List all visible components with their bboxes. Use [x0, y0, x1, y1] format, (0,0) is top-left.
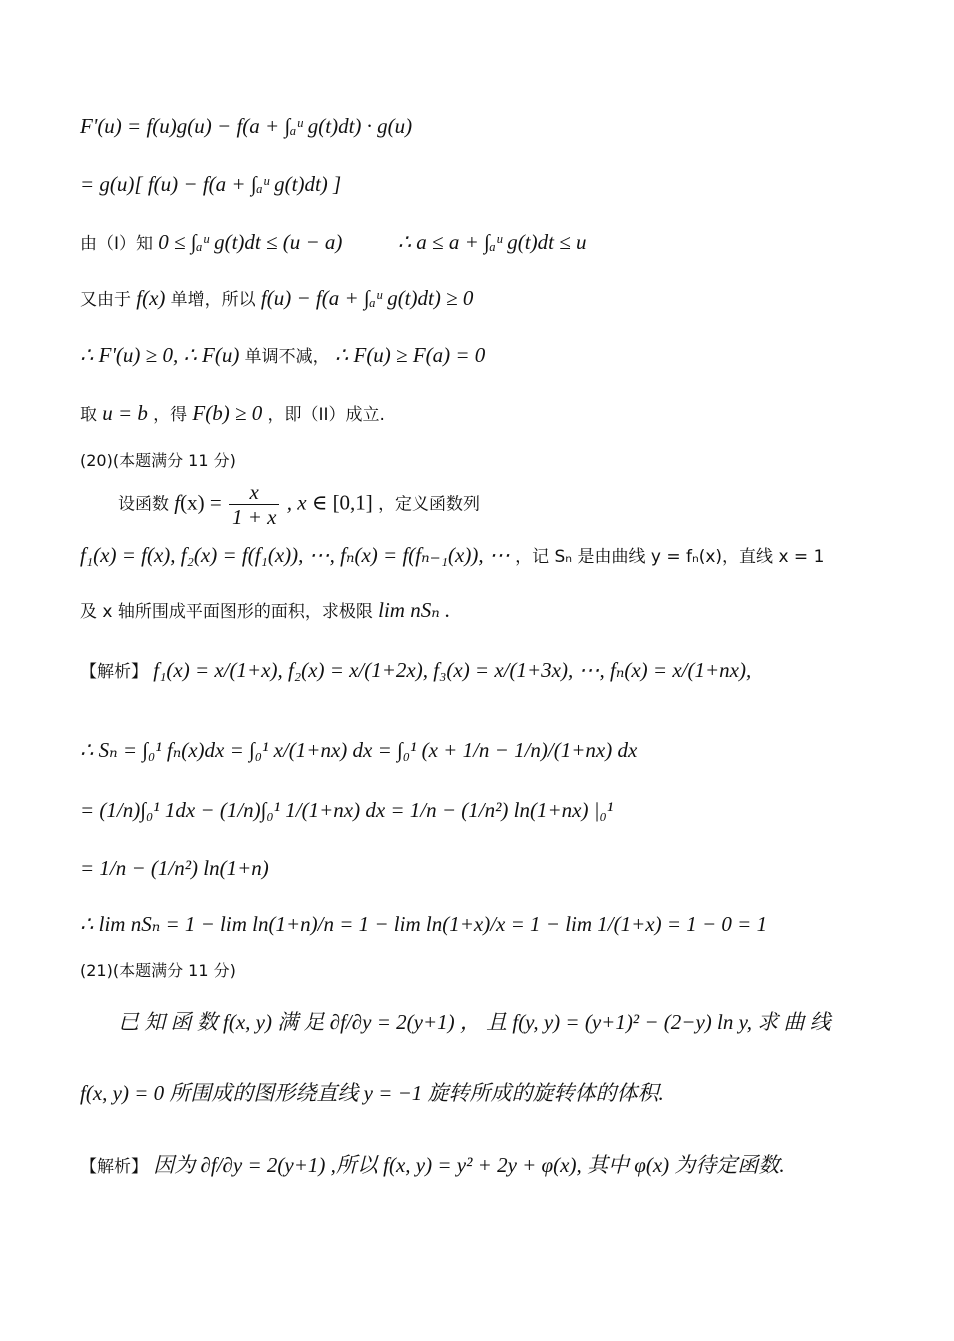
text-mid: ，得	[153, 405, 188, 425]
formula-conclusion	[80, 345, 485, 366]
text-suffix: ，定义函数列	[378, 494, 481, 515]
text-prefix: 又由于	[80, 290, 131, 310]
q20-area	[80, 600, 450, 621]
q21-statement-line2	[80, 1083, 664, 1104]
q20-sequence	[80, 545, 824, 566]
formula-text: F'(u) = f(u)g(u) − f(a + ∫ₐᵘ g(t)dt) · g(u)	[80, 114, 413, 138]
formula-text: f(u) − f(a + ∫ₐᵘ g(t)dt) ≥ 0	[260, 286, 474, 310]
text-suffix: ，即（II）成立.	[267, 405, 385, 425]
section-header-q21: (21)(本题满分 11 分)	[80, 961, 236, 980]
solution-label: 【解析】	[80, 662, 148, 682]
q20-solution-line4	[80, 858, 269, 879]
formula-text: ∴ F'(u) ≥ 0, ∴ F(u)	[80, 343, 240, 367]
q21-statement-line1	[118, 1012, 831, 1033]
solution-label: 【解析】	[80, 1157, 148, 1177]
formula-text: ∴ lim nSₙ = 1 − lim ln(1+n)/n = 1 − lim ln(1+x)/x = 1 − lim 1/(1+x) = 1 − 0 = 1	[80, 912, 768, 936]
text-mid: 单调不减，	[244, 347, 330, 367]
formula-derivative	[80, 116, 412, 137]
formula-text: f₁(x) = f(x), f₂(x) = f(f₁(x)), ⋯, fₙ(x) = f(fₙ₋₁(x)), ⋯	[80, 543, 510, 567]
formula-text: u = b	[102, 401, 148, 425]
q20-solution-line1	[80, 660, 751, 681]
formula-text: f₁(x) = x/(1+x), f₂(x) = x/(1+2x), f₃(x) = x/(1+3x), ⋯, fₙ(x) = x/(1+nx),	[153, 658, 752, 682]
formula-text: ∴ Sₙ = ∫₀¹ fₙ(x)dx = ∫₀¹ x/(1+nx) dx = ∫₀¹ (x + 1/n − 1/n)/(1+nx) dx	[80, 738, 638, 762]
formula-text: f(x)	[136, 286, 166, 310]
formula-monotone	[80, 288, 473, 309]
formula-final	[80, 403, 385, 424]
text-prefix: 及 x 轴所围成平面图形的面积，求极限	[80, 602, 373, 622]
formula-text: 0 ≤ ∫ₐᵘ g(t)dt ≤ (u − a)	[158, 230, 343, 254]
text-suffix: ，记 Sₙ 是由曲线 y = fₙ(x)，直线 x = 1	[515, 547, 825, 567]
formula-text: 已 知 函 数 f(x, y) 满 足 ∂f/∂y = 2(y+1) ， 且 f(y, y) = (y+1)² − (2−y) ln y, 求 曲 线	[118, 1010, 831, 1034]
formula-text: f(x, y) = 0 所围成的图形绕直线 y = −1 旋转所成的旋转体的体积.	[80, 1081, 664, 1105]
q20-solution-line3	[80, 800, 613, 821]
formula-text: lim nSₙ .	[378, 598, 451, 622]
formula-text: = 1/n − (1/n²) ln(1+n)	[80, 856, 269, 880]
text-mid: 单增，所以	[170, 290, 256, 310]
q20-definition: 设函数 f(x) = $\frac{x}{1 + x}$ , x ∈ [0,1] ，定义函数列	[118, 480, 481, 530]
section-header-q20: (20)(本题满分 11 分)	[80, 451, 236, 470]
text-prefix: 取	[80, 405, 97, 425]
formula-text: = (1/n)∫₀¹ 1dx − (1/n)∫₀¹ 1/(1+nx) dx = 1/n − (1/n²) ln(1+nx) |₀¹	[80, 798, 614, 822]
text-prefix: 由（I）知	[80, 234, 154, 254]
formula-text: F(b) ≥ 0	[192, 401, 263, 425]
formula-text: 因为 ∂f/∂y = 2(y+1) ,所以 f(x, y) = y² + 2y + φ(x), 其中 φ(x) 为待定函数.	[153, 1153, 785, 1177]
formula-text: ∴ a ≤ a + ∫ₐᵘ g(t)dt ≤ u	[397, 230, 587, 254]
q20-solution-line2	[80, 740, 637, 761]
q20-solution-line5	[80, 914, 767, 935]
formula-text: = g(u)[ f(u) − f(a + ∫ₐᵘ g(t)dt) ]	[80, 172, 342, 196]
fraction: $\frac{x}{1 + x}$	[229, 480, 280, 529]
formula-text: ∴ F(u) ≥ F(a) = 0	[334, 343, 486, 367]
formula-derivative-factored	[80, 174, 341, 195]
formula-bound	[80, 232, 586, 253]
q21-solution	[80, 1155, 785, 1176]
text-prefix: 设函数	[118, 494, 169, 515]
